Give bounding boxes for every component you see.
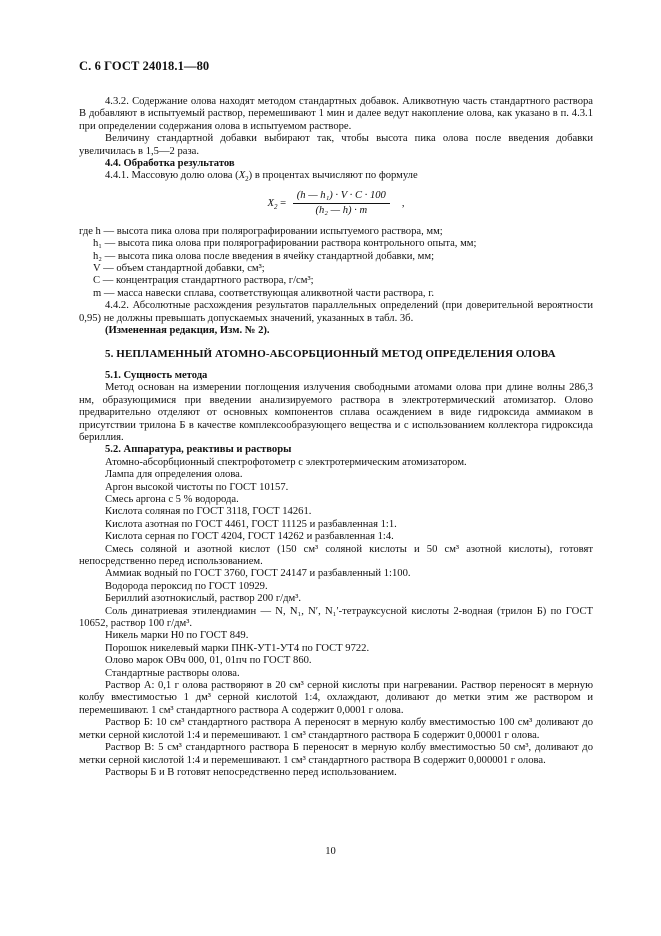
p441-sub: 2 [245,175,249,184]
reagent-item: Кислота азотная по ГОСТ 4461, ГОСТ 11125 и разбавленная 1:1. [105,518,397,530]
solution-b: Раствор Б: 10 см³ стандартного раствора А переносят в мерную колбу вместимостью 100 см³ доливают до метки серной кислотой 1:4 и перемешивают. 1 см³ стандартного раствора Б содержит 0,00001 г олова. [79,717,593,741]
paragraph-standard-addition: Величину стандартной добавки выбирают так, чтобы высота пика олова после введения добавки увеличилась в 1,5—2 раза. [79,133,593,157]
definition-h1: h₁ — высота пика олова при полярографировании раствора контрольного опыта, мм; [93,238,477,250]
page-header: С. 6 ГОСТ 24018.1—80 [79,59,210,73]
reagent-item: Водорода пероксид по ГОСТ 10929. [105,580,268,592]
reagent-item: Никель марки Н0 по ГОСТ 849. [105,630,249,642]
solution-a: Раствор А: 0,1 г олова растворяют в 20 см³ серной кислоты при нагревании. Раствор переносят в мерную колбу вместимостью 1 дм³ серной кислотой 1:4, охлаждают, доливают до метки этим же раствором и перемешивают. 1 см³ стандартного раствора А содержит 0,0001 г олова. [79,680,593,716]
paragraph-4-4-2: 4.4.2. Абсолютные расхождения результатов параллельных определений (при доверительной вероятности 0,95) не должны превышать допускаемых значений, указанных в табл. 3б. [79,300,593,324]
heading-5-1: 5.1. Сущность метода [105,369,208,381]
variable-definitions [79,226,593,300]
heading-4-4: 4.4. Обработка результатов [105,158,235,170]
formula-numerator: (h — h₁) · V · C · 100 [293,190,390,204]
reagent-item: Соль динатриевая этилендиамин — N, N₁, N′, N₁′-тетрауксусной кислоты 2-водная (трилон Б) по ГОСТ 10652, раствор 100 г/дм³. [79,605,593,630]
p441-text-b: ) в процентах вычисляют по формуле [248,170,418,182]
reagent-item: Порошок никелевый марки ПНК-УТ1-УТ4 по ГОСТ 9722. [105,642,370,654]
reagent-item: Аммиак водный по ГОСТ 3760, ГОСТ 24147 и разбавленный 1:100. [105,568,411,580]
formula-lhs: $X_2$ [267,197,278,211]
reagent-list [79,457,593,780]
section-5-title: 5. НЕПЛАМЕННЫЙ АТОМНО-АБСОРБЦИОННЫЙ МЕТОД ОПРЕДЕЛЕНИЯ ОЛОВА [105,347,556,360]
formula-fraction [293,190,390,218]
reagent-item: Аргон высокой чистоты по ГОСТ 10157. [105,481,289,493]
reagent-item: Стандартные растворы олова. [105,667,240,679]
formula-equals: = [277,197,289,209]
formula-x2 [79,184,593,224]
definition-h2: h₂ — высота пика олова после введения в ячейку стандартной добавки, мм; [93,250,435,262]
formula-denominator: (h₂ — h) · m [315,205,368,217]
definition-c: C — концентрация стандартного раствора, г/см³; [93,275,314,287]
reagent-item: Смесь аргона с 5 % водорода. [105,493,239,505]
page-number: 10 [325,846,336,857]
reagent-item: Лампа для определения олова. [105,469,243,481]
paragraph-4-4-1 [79,170,593,182]
reagent-item: Кислота серная по ГОСТ 4204, ГОСТ 14262 и разбавленная 1:4. [105,531,394,543]
p441-var: X [238,170,246,182]
reagent-item: Бериллий азотнокислый, раствор 200 г/дм³. [105,593,302,605]
paragraph-5-1: Метод основан на измерении поглощения излучения свободными атомами олова при длине волны 286,3 нм, образующимися при введении анализируемого раствора в электротермический атомизатор. Олово предварительно отделяют от основных компонентов сплава осаждением в виде гидроксида аммиаком в присутствии трилона Б в качестве комплексообразующего вещества и с использованием коллектора гидроксида бериллия. [79,382,593,443]
definition-m: m — масса навески сплава, соответствующая аликвотной части раствора, г. [93,287,434,299]
amendment-note: (Измененная редакция, Изм. № 2). [105,325,270,337]
solution-v: Раствор В: 5 см³ стандартного раствора Б переносят в мерную колбу вместимостью 50 см³, доливают до метки серной кислотой 1:4 и перемешивают. 1 см³ стандартного раствора В содержит 0,000001 г олова. [79,742,593,766]
definition-h: где h — высота пика олова при полярографировании испытуемого раствора, мм; [79,225,443,237]
solutions-note: Растворы Б и В готовят непосредственно перед использованием. [105,766,397,778]
reagent-item: Атомно-абсорбционный спектрофотометр с электротермическим атомизатором. [105,456,467,468]
formula-comma: , [401,197,405,209]
definition-v: V — объем стандартной добавки, см³; [93,263,265,275]
page-content [79,96,593,779]
paragraph-4-3-2: 4.3.2. Содержание олова находят методом стандартных добавок. Аликвотную часть стандартного раствора В добавляют в испытуемый раствор, перемешивают 1 мин и далее ведут накопление олова, как указано в п. 4.3.1 при определении содержания олова в испытуемом растворе. [79,96,593,132]
reagent-item: Олово марок ОВч 000, 01, 01пч по ГОСТ 860. [105,655,312,667]
heading-5-2: 5.2. Аппаратура, реактивы и растворы [105,444,292,456]
p441-text-a: 4.4.1. Массовую долю олова ( [105,170,239,182]
reagent-item: Смесь соляной и азотной кислот (150 см³ соляной кислоты и 50 см³ азотной кислоты), готовят непосредственно перед использованием. [79,543,593,567]
reagent-item: Кислота соляная по ГОСТ 3118, ГОСТ 14261. [105,506,312,518]
